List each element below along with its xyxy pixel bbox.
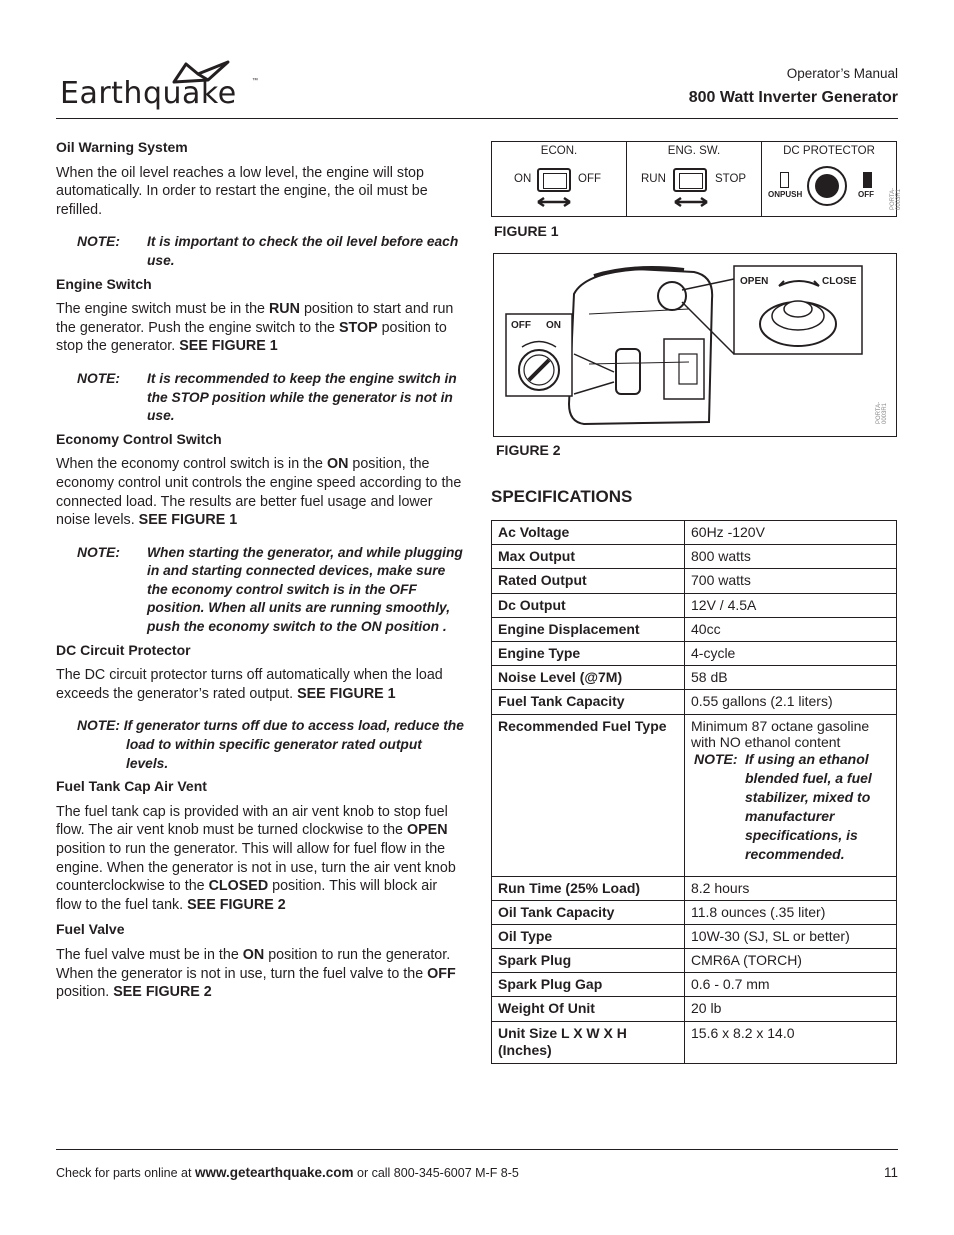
- header-divider: [56, 118, 898, 119]
- oil-warning-note: [77, 233, 466, 270]
- econ-switch-panel: [492, 142, 627, 216]
- note-label: NOTE:: [77, 370, 120, 386]
- website-link[interactable]: www.getearthquake.com: [194, 1165, 354, 1180]
- spec-value: 800 watts: [685, 545, 897, 569]
- table-row: [492, 569, 897, 593]
- dc-protector-button-icon: [807, 166, 847, 206]
- instructions-column: [56, 138, 466, 1016]
- spec-value: 20 lb: [685, 997, 897, 1021]
- note-label: NOTE:: [77, 544, 120, 560]
- engine-switch-note: [77, 370, 466, 426]
- spec-key: Noise Level (@7M): [492, 666, 685, 690]
- fuel-type-value: Minimum 87 octane gasoline with NO ethanol content: [691, 717, 870, 750]
- econ-title: ECON.: [540, 145, 578, 157]
- dc-off-label: OFF: [858, 190, 874, 199]
- figure-1-caption: FIGURE 1: [494, 223, 559, 239]
- valve-on-label: ON: [546, 320, 561, 331]
- heading-engine-switch: Engine Switch: [56, 275, 152, 292]
- close-label: CLOSE: [822, 276, 857, 287]
- spec-value: 40cc: [685, 617, 897, 641]
- table-row: [492, 690, 897, 714]
- spec-value: 12V / 4.5A: [685, 593, 897, 617]
- specifications-heading: SPECIFICATIONS: [491, 487, 633, 506]
- table-row: [492, 876, 897, 900]
- dc-protector-body: The DC circuit protector turns off automatically when the load exceeds the generator’s rated output. SEE FIGURE 1: [56, 667, 443, 702]
- spec-key: Engine Displacement: [492, 617, 685, 641]
- table-row: [492, 973, 897, 997]
- footer-phone-text: or call 800-345-6007 M-F 8-5: [353, 1166, 519, 1180]
- dc-protector-panel: [762, 142, 902, 216]
- engine-switch-title: ENG. SW.: [667, 145, 721, 157]
- page-title: 800 Watt Inverter Generator: [688, 89, 898, 106]
- spec-key: Rated Output: [492, 569, 685, 593]
- fuel-cap-body: The fuel tank cap is provided with an air vent knob to stop fuel flow. The air vent knob must be turned clockwise to the OPEN position to run the generator. This will allow for fuel flow in the engine. When the generator is not in use, turn the air vent knob counterclockwise to the CLOSED position. This will block air flow to the fuel tank. SEE FIGURE 2: [56, 803, 456, 913]
- table-row: [492, 949, 897, 973]
- trademark-mark: ™: [252, 78, 258, 84]
- table-row: [492, 1021, 897, 1063]
- spec-value: [685, 714, 897, 876]
- open-label: OPEN: [740, 276, 769, 287]
- footer-divider: [56, 1149, 898, 1150]
- note-text: It is important to check the oil level before each use.: [147, 234, 459, 268]
- econ-off-label: OFF: [578, 173, 601, 185]
- spec-value: 700 watts: [685, 569, 897, 593]
- spec-key: Spark Plug Gap: [492, 973, 685, 997]
- spec-value: CMR6A (TORCH): [685, 949, 897, 973]
- table-row: [492, 521, 897, 545]
- dc-onpush-label: ONPUSH: [768, 190, 803, 199]
- note-label: NOTE:: [77, 234, 120, 250]
- page-number: 11: [883, 1165, 898, 1180]
- table-row: [492, 593, 897, 617]
- engine-switch-body: The engine switch must be in the RUN position to start and run the generator. Push the engine switch to the STOP position to stop the generator. SEE FIGURE 1: [56, 301, 454, 355]
- spec-key: Fuel Tank Capacity: [492, 690, 685, 714]
- spec-key: Max Output: [492, 545, 685, 569]
- spec-key: Recommended Fuel Type: [492, 714, 685, 876]
- note-text: When starting the generator, and while plugging in and starting connected devices, make sure the economy control switch is in the OFF position. When all units are running smoothly, push the economy switch to the ON position .: [147, 544, 463, 635]
- econ-on-label: ON: [514, 173, 532, 185]
- spec-value: 60Hz -120V: [685, 521, 897, 545]
- spec-key: Engine Type: [492, 641, 685, 665]
- spec-key: Spark Plug: [492, 949, 685, 973]
- economy-switch-body: When the economy control switch is in the ON position, the economy control unit controls the engine speed according to the connected load. The results are better fuel usage and lower noise levels. SEE FIGURE 1: [56, 456, 462, 529]
- figure-2-generator-illustration: [493, 253, 897, 437]
- fuel-type-note: [694, 750, 890, 864]
- footer-contact: [56, 1165, 519, 1180]
- dc-protector-note: NOTE: If generator turns off due to access load, reduce the load to within specific generator rated output levels.: [77, 718, 464, 771]
- double-arrow-icon: [673, 196, 709, 208]
- note-text: It is recommended to keep the engine switch in the STOP position while the generator is not in use.: [147, 370, 457, 424]
- econ-rocker-switch-icon: [537, 168, 571, 192]
- table-row: [492, 900, 897, 924]
- engine-switch-panel: [627, 142, 762, 216]
- footer-text: Check for parts online at: [56, 1166, 195, 1180]
- spec-value: 0.55 gallons (2.1 liters): [685, 690, 897, 714]
- heading-oil-warning: Oil Warning System: [56, 139, 188, 155]
- specifications-table: [491, 520, 897, 1064]
- dc-off-indicator-icon: [863, 172, 872, 188]
- spec-value: 10W-30 (SJ, SL or better): [685, 924, 897, 948]
- note-label: NOTE:: [694, 750, 738, 767]
- spec-value: 4-cycle: [685, 641, 897, 665]
- table-row: [492, 714, 897, 876]
- spec-key: Ac Voltage: [492, 521, 685, 545]
- spec-key: Unit Size L X W X H (Inches): [492, 1021, 685, 1063]
- spec-value: 11.8 ounces (.35 liter): [685, 900, 897, 924]
- engine-run-label: RUN: [641, 173, 666, 185]
- engine-stop-label: STOP: [715, 173, 747, 185]
- figure-1-control-panel: [491, 141, 902, 217]
- table-row: [492, 666, 897, 690]
- fuel-valve-body: The fuel valve must be in the ON position to run the generator. When the generator is not in use, turn the fuel valve to the OFF position. SEE FIGURE 2: [56, 946, 456, 1001]
- table-row: [492, 924, 897, 948]
- earthquake-logo: [60, 60, 270, 118]
- figure-code: PORTA-0003R1: [876, 401, 888, 424]
- spec-key: Oil Type: [492, 924, 685, 948]
- figure-code: PORTA-0003R1: [890, 187, 902, 210]
- economy-switch-note: [77, 544, 466, 637]
- brand-name: Earthquake: [60, 76, 237, 111]
- spec-key: Oil Tank Capacity: [492, 900, 685, 924]
- spec-value: 15.6 x 8.2 x 14.0: [685, 1021, 897, 1063]
- dc-on-indicator-icon: [780, 172, 789, 188]
- spec-key: Run Time (25% Load): [492, 876, 685, 900]
- table-row: [492, 997, 897, 1021]
- valve-off-label: OFF: [511, 320, 531, 331]
- figure-2-caption: FIGURE 2: [496, 442, 561, 458]
- spec-value: 58 dB: [685, 666, 897, 690]
- heading-dc-protector: DC Circuit Protector: [56, 641, 191, 658]
- heading-fuel-cap-vent: Fuel Tank Cap Air Vent: [56, 778, 207, 795]
- double-arrow-icon: [536, 196, 572, 208]
- spec-value: 8.2 hours: [685, 876, 897, 900]
- dc-protector-title: DC PROTECTOR: [783, 145, 875, 157]
- note-text: If using an ethanol blended fuel, a fuel stabilizer, mixed to manufacturer specifications, is recommended.: [745, 750, 872, 862]
- spec-key: Weight Of Unit: [492, 997, 685, 1021]
- table-row: [492, 641, 897, 665]
- oil-warning-body: When the oil level reaches a low level, the engine will stop automatically. In order to restart the engine, the oil must be refilled.: [56, 164, 428, 218]
- spec-key: Dc Output: [492, 593, 685, 617]
- spec-value: 0.6 - 0.7 mm: [685, 973, 897, 997]
- table-row: [492, 617, 897, 641]
- manual-subtitle: Operator’s Manual: [786, 66, 898, 81]
- table-row: [492, 545, 897, 569]
- heading-fuel-valve: Fuel Valve: [56, 921, 125, 938]
- heading-economy-switch: Economy Control Switch: [56, 430, 222, 447]
- engine-rocker-switch-icon: [673, 168, 707, 192]
